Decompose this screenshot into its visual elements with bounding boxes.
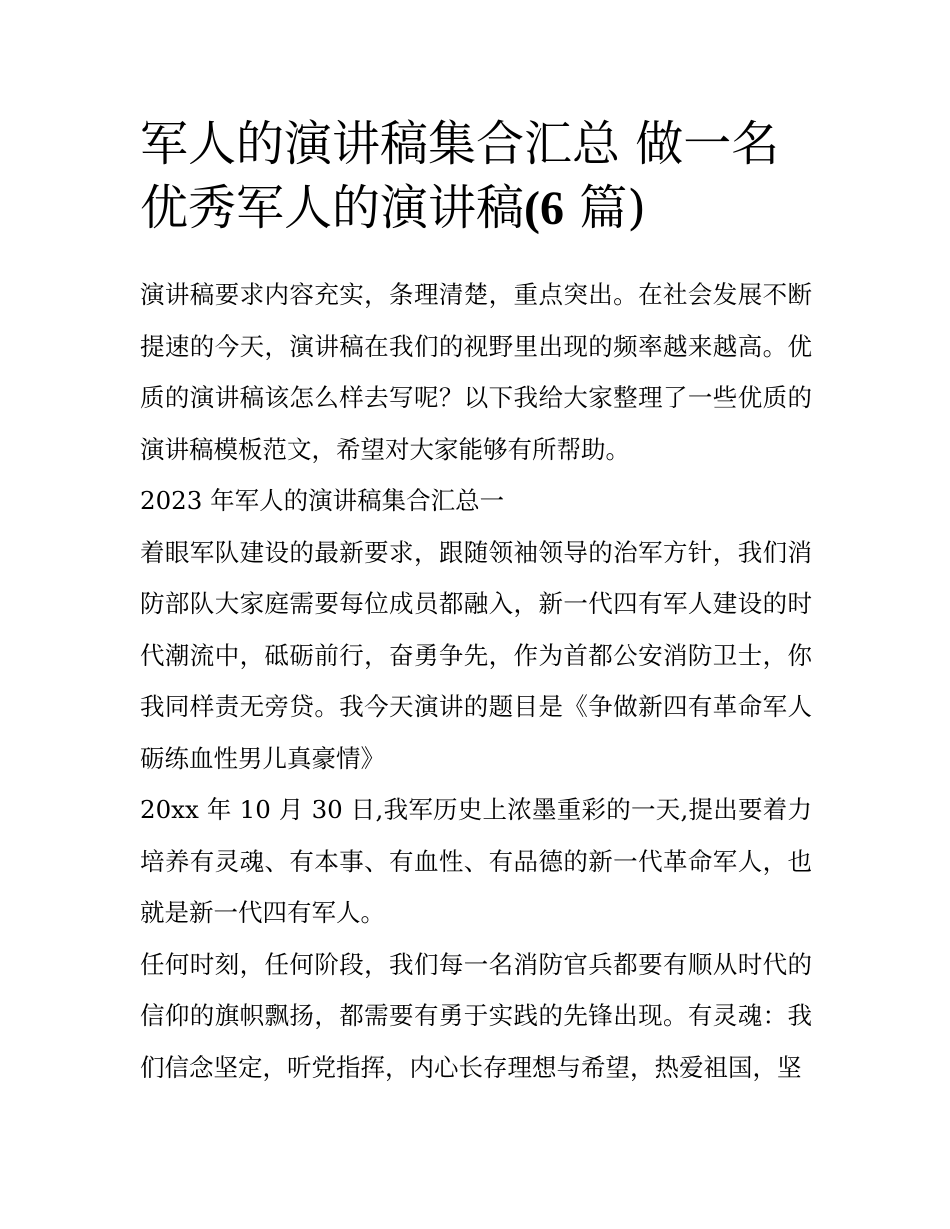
document-page [140,112,812,1093]
title-text: 军人的演讲稿集合汇总 做一名优秀军人的演讲稿 [140,116,780,236]
title-suffix: 篇) [564,180,646,236]
document-body [140,269,812,1093]
body-paragraph: 20xx 年 10 月 30 日,我军历史上浓墨重彩的一天,提出要着力培养有灵魂、有本事、有血性、有品德的新一代革命军人，也就是新一代四有军人。 [140,795,812,927]
body-paragraph: 着眼军队建设的最新要求，跟随领袖领导的治军方针，我们消防部队大家庭需要每位成员都融入，新一代四有军人建设的时代潮流中，砥砺前行，奋勇争先，作为首都公安消防卫士，你我同样责无旁贷。我今天演讲的题目是《争做新四有革命军人砺练血性男儿真豪情》 [140,537,812,773]
section-heading: 2023 年军人的演讲稿集合汇总一 [140,486,505,515]
intro-paragraph: 演讲稿要求内容充实，条理清楚，重点突出。在社会发展不断提速的今天，演讲稿在我们的视野里出现的频率越来越高。优质的演讲稿该怎么样去写呢？以下我给大家整理了一些优质的演讲稿模板范文，希望对大家能够有所帮助。 [140,280,812,464]
title-count: (6 [524,182,564,235]
document-title [140,112,812,241]
body-paragraph: 任何时刻，任何阶段，我们每一名消防官兵都要有顺从时代的信仰的旗帜飘扬，都需要有勇于实践的先锋出现。有灵魂：我们信念坚定，听党指挥，内心长存理想与希望，热爱祖国，坚 [140,949,812,1082]
